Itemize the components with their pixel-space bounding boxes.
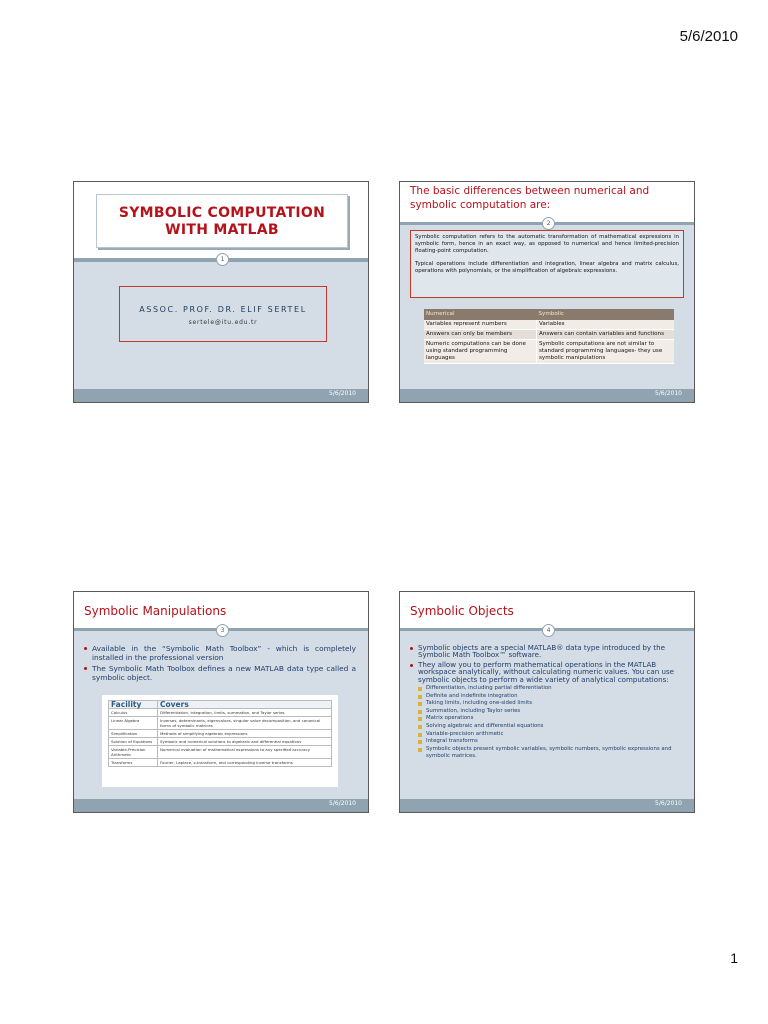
table-cell: Methods of simplifying algebraic expressions — [158, 730, 332, 738]
title-box — [96, 194, 348, 248]
slide-4 — [399, 591, 695, 813]
table-cell: Inverses, determinants, eigenvalues, singular value decomposition, and canonical forms of symbolic matrices — [158, 717, 332, 730]
slide-heading: Symbolic Manipulations — [84, 604, 227, 618]
table-cell: Fourier, Laplace, z-transform, and corresponding inverse transforms — [158, 759, 332, 767]
slide-1 — [73, 181, 369, 403]
comparison-table — [424, 309, 674, 364]
slide-footer — [74, 389, 368, 402]
sub-bullet-item: Symbolic objects present symbolic variables, symbolic numbers, symbolic expressions and symbolic matrices. — [410, 746, 684, 761]
slide-number: 3 — [216, 624, 229, 637]
sub-bullet-item: Summation, including Taylor series — [410, 708, 684, 716]
sub-bullet-item: Variable-precision arithmetic — [410, 731, 684, 739]
sub-bullet-item: Solving algebraic and differential equations — [410, 723, 684, 731]
slide-heading: The basic differences between numerical and symbolic computation are: — [410, 185, 650, 211]
table-row — [424, 340, 674, 364]
table-row — [109, 746, 332, 759]
sub-bullet-item: Differentiation, including partial differentiation — [410, 685, 684, 693]
table-cell: Symbolic and numerical solutions to algebraic and differential equations — [158, 738, 332, 746]
definition-paragraph: Symbolic computation refers to the automatic transformation of mathematical expressions in symbolic form, hence in an exact way, as opposed to numerical and hence limited-precision floating-point computation. — [415, 234, 679, 255]
slide-title-area — [400, 592, 694, 628]
slide-number: 1 — [216, 253, 229, 266]
table-cell: Numerical evaluation of mathematical expressions to any specified accuracy — [158, 746, 332, 759]
author-box — [119, 286, 327, 342]
table-cell: Simplification — [109, 730, 158, 738]
slide-title-area — [74, 182, 368, 258]
table-header: Symbolic — [537, 309, 675, 320]
slide-title-line-1: SYMBOLIC COMPUTATION — [118, 205, 326, 221]
sub-bullet-item: Definite and indefinite integration — [410, 693, 684, 701]
table-header: Numerical — [424, 309, 537, 320]
table-row — [109, 709, 332, 717]
sub-bullet-item: Integral transforms — [410, 738, 684, 746]
table-cell: Solution of Equations — [109, 738, 158, 746]
bullet-item: Symbolic objects are a special MATLAB® data type introduced by the Symbolic Math Toolbox™ software. — [410, 644, 684, 659]
bullet-item: The Symbolic Math Toolbox defines a new MATLAB data type called a symbolic object. — [84, 664, 356, 683]
table-cell: Answers can only be members — [424, 330, 537, 340]
bullet-list — [410, 644, 684, 761]
table-row — [109, 759, 332, 767]
table-cell: Variable-Precision Arithmetic — [109, 746, 158, 759]
sub-bullet-item: Taking limits, including one-sided limits — [410, 700, 684, 708]
table-cell: Calculus — [109, 709, 158, 717]
page-number: 1 — [730, 950, 738, 966]
operations-paragraph: Typical operations include differentiation and integration, linear algebra and matrix calculus, operations with polynomials, or the simplification of algebraic expressions. — [415, 260, 679, 274]
table-cell: Differentiation, integration, limits, summation, and Taylor series — [158, 709, 332, 717]
slide-footer — [74, 799, 368, 812]
author-email: sertele@itu.edu.tr — [188, 319, 258, 326]
footer-date: 5/6/2010 — [329, 800, 356, 807]
slide-2 — [399, 181, 695, 403]
table-header: Facility — [109, 701, 158, 709]
bullet-list — [84, 644, 356, 684]
bullet-item: Available in the “Symbolic Math Toolbox” - which is completely installed in the professional version — [84, 644, 356, 663]
facility-table-image — [102, 695, 338, 787]
table-row — [109, 730, 332, 738]
slide-title-area — [74, 592, 368, 628]
slide-number: 4 — [542, 624, 555, 637]
table-cell: Numeric computations can be done using standard programming languages — [424, 340, 537, 364]
slide-title-line-2: WITH MATLAB — [165, 222, 279, 238]
table-row — [424, 330, 674, 340]
table-header: Covers — [158, 701, 332, 709]
footer-date: 5/6/2010 — [655, 390, 682, 397]
bullet-item: They allow you to perform mathematical operations in the MATLAB workspace analytically, without calculating numeric values. You can use symbolic objects to perform a wide variety of analytical computations: — [410, 661, 684, 683]
author-name: ASSOC. PROF. DR. ELIF SERTEL — [139, 305, 307, 314]
slide-title-area — [400, 182, 694, 222]
sub-bullet-item: Matrix operations — [410, 715, 684, 723]
table-row — [424, 320, 674, 330]
page-date: 5/6/2010 — [679, 28, 738, 45]
definition-box — [410, 230, 684, 298]
slide-footer — [400, 389, 694, 402]
table-cell: Symbolic computations are not similar to standard programming languages- they use symbolic manipulations — [537, 340, 675, 364]
table-cell: Linear Algebra — [109, 717, 158, 730]
table-row — [109, 717, 332, 730]
slide-heading: Symbolic Objects — [410, 604, 514, 618]
table-cell: Variables — [537, 320, 675, 330]
footer-date: 5/6/2010 — [655, 800, 682, 807]
table-cell: Variables represent numbers — [424, 320, 537, 330]
slide-number: 2 — [542, 217, 555, 230]
footer-date: 5/6/2010 — [329, 390, 356, 397]
slide-3 — [73, 591, 369, 813]
slide-footer — [400, 799, 694, 812]
table-cell: Transforms — [109, 759, 158, 767]
table-cell: Answers can contain variables and functions — [537, 330, 675, 340]
facility-table — [108, 700, 332, 767]
table-row — [109, 738, 332, 746]
